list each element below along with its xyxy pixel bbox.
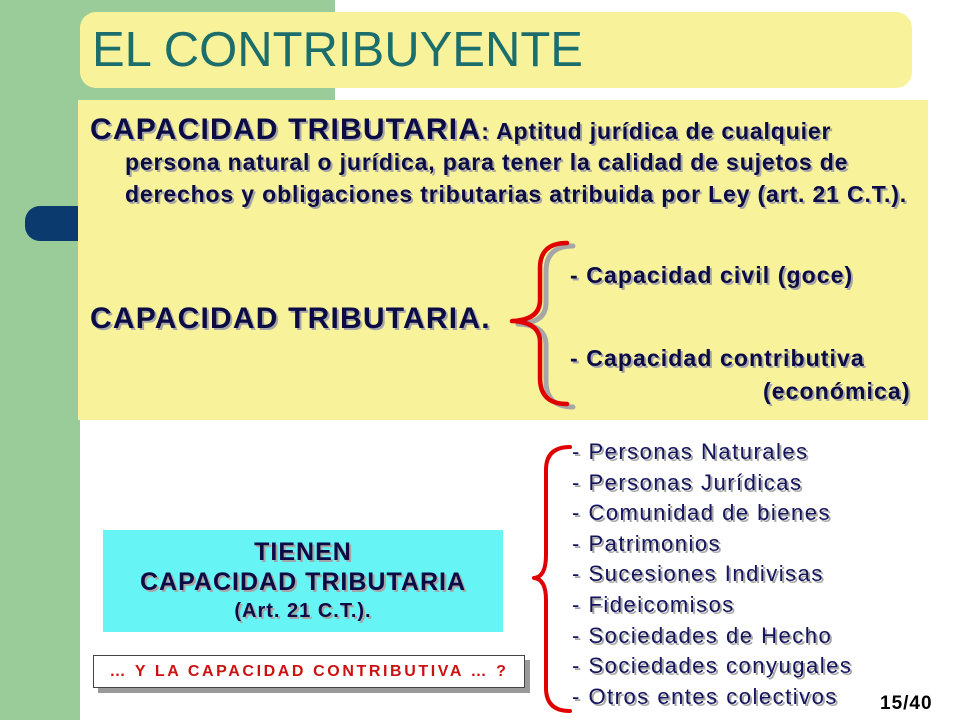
curly-brace-icon (534, 447, 570, 711)
definition-term: CAPACIDAD TRIBUTARIA (90, 113, 482, 146)
question-text: … Y LA CAPACIDAD CONTRIBUTIVA … ? (109, 663, 509, 680)
subjects-list (572, 437, 852, 712)
question-box (93, 655, 525, 688)
list-item: - Sociedades conyugales (572, 653, 853, 679)
classification-item-contributiva-continuation: (económica) (763, 378, 911, 404)
green-side-strip (0, 0, 80, 720)
definition-first-line (90, 112, 831, 149)
list-item: - Personas Jurídicas (572, 469, 803, 495)
page-number: 15/40 (880, 693, 933, 714)
accent-pill (25, 206, 83, 241)
list-item: - Sucesiones Indivisas (572, 561, 824, 587)
list-item: - Comunidad de bienes (572, 500, 831, 526)
classification-item-contributiva: - Capacidad contributiva (570, 345, 865, 371)
list-item: - Fideicomisos (572, 591, 735, 617)
title-box (80, 12, 912, 88)
holders-box-line: TIENEN (254, 538, 352, 566)
holders-box-line: CAPACIDAD TRIBUTARIA (140, 568, 466, 596)
list-item: - Sociedades de Hecho (572, 622, 833, 648)
definition-text-line: derechos y obligaciones tributarias atribuida por Ley (art. 21 C.T.). (125, 181, 908, 207)
slide-title: EL CONTRIBUYENTE (92, 23, 583, 77)
definition-text-line: persona natural o jurídica, para tener la calidad de sujetos de (125, 149, 849, 175)
holders-box (103, 530, 503, 632)
list-item: - Otros entes colectivos (572, 683, 838, 709)
list-item: - Patrimonios (572, 530, 722, 556)
classification-item-civil: - Capacidad civil (goce) (570, 262, 854, 288)
definition-text-line: : Aptitud jurídica de cualquier (481, 118, 832, 144)
list-item: - Personas Naturales (572, 439, 809, 464)
classification-label: CAPACIDAD TRIBUTARIA. (90, 302, 491, 335)
holders-box-reference: (Art. 21 C.T.). (234, 600, 372, 622)
